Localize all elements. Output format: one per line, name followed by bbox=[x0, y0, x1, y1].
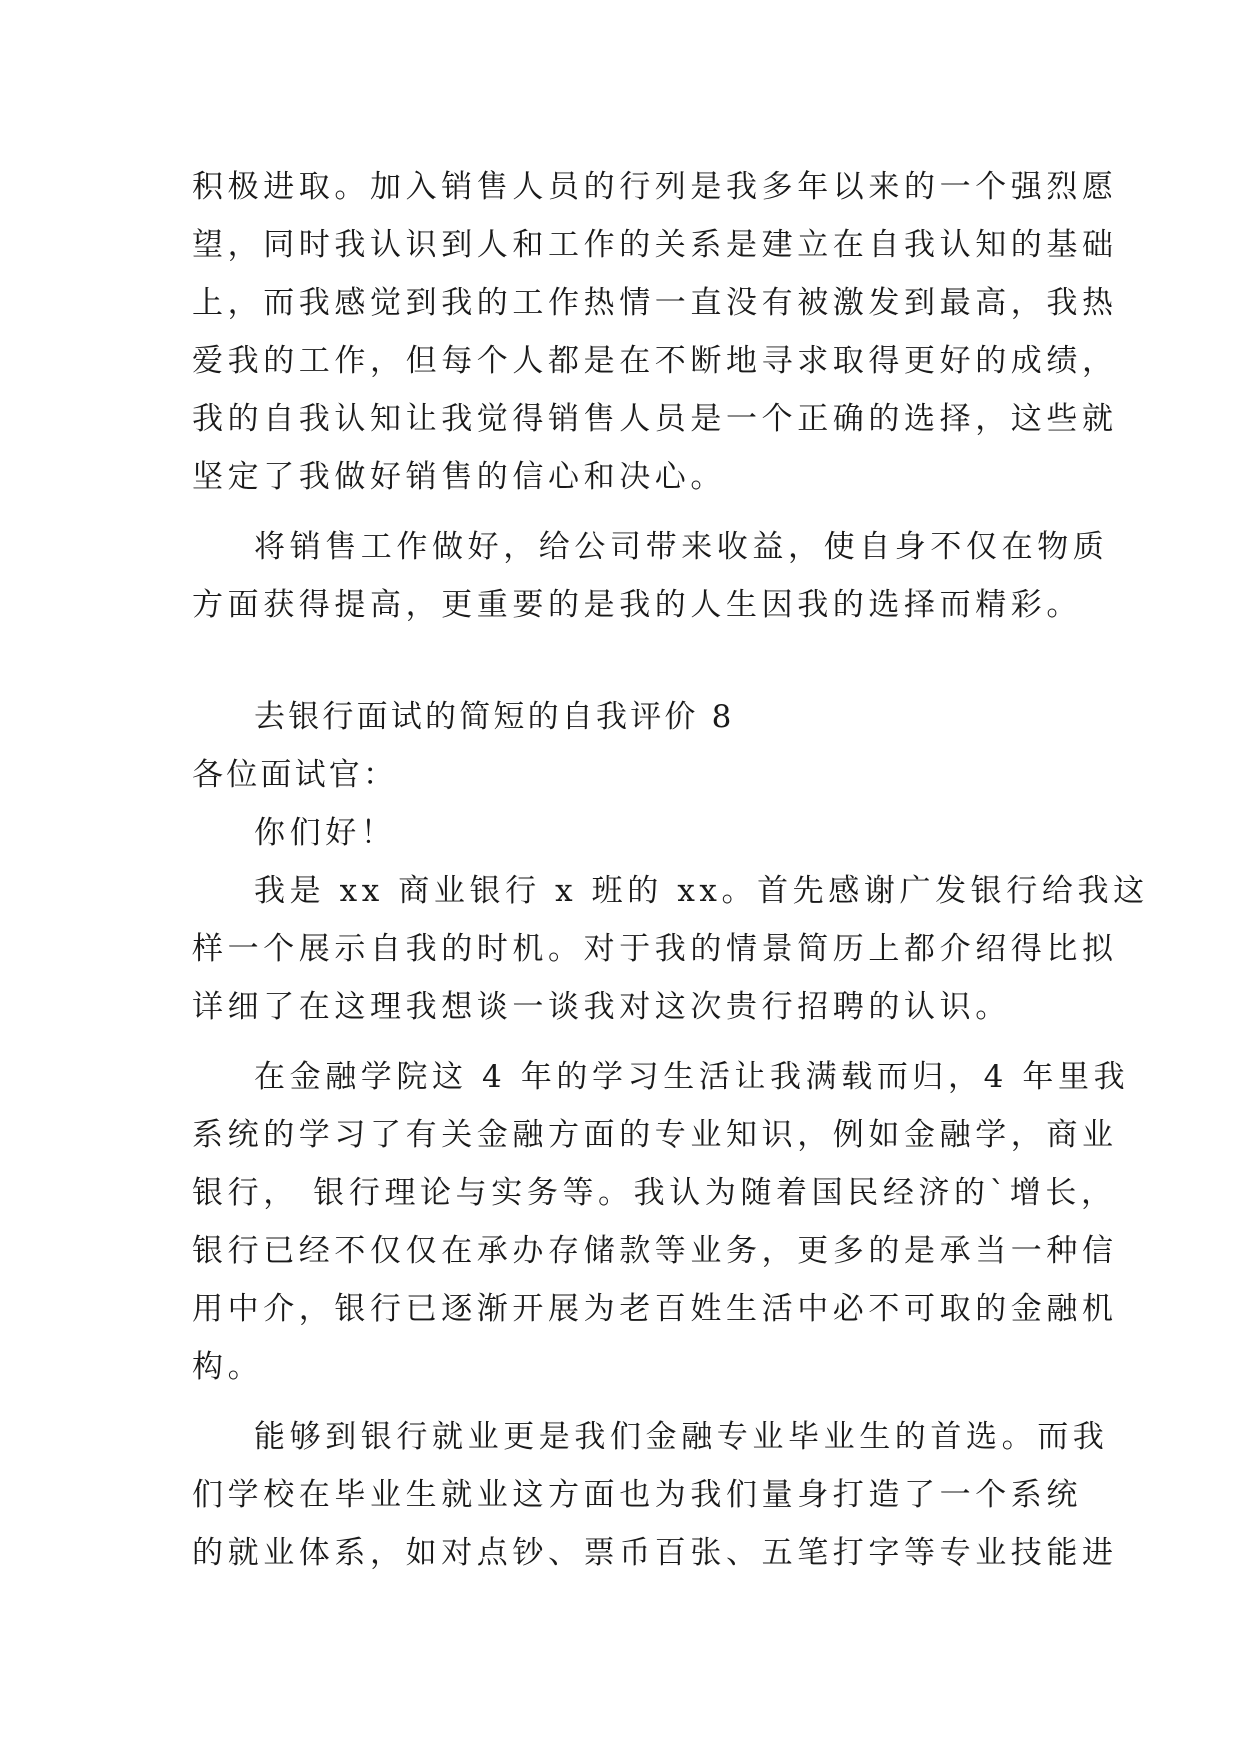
text-line: 望，同时我认识到人和工作的关系是建立在自我认知的基础 bbox=[192, 227, 1118, 263]
text-line: 方面获得提高，更重要的是我的人生因我的选择而精彩。 bbox=[192, 587, 1082, 623]
text-line: 我是 xx 商业银行 x 班的 xx。首先感谢广发银行给我这 bbox=[254, 873, 1149, 909]
section-heading: 去银行面试的简短的自我评价 8 bbox=[254, 699, 735, 735]
text-line: 们学校在毕业生就业这方面也为我们量身打造了一个系统 bbox=[192, 1477, 1082, 1513]
text-line: 银行已经不仅仅在承办存储款等业务，更多的是承当一种信 bbox=[192, 1233, 1118, 1269]
text-line: 用中介，银行已逐渐开展为老百姓生活中必不可取的金融机 bbox=[192, 1291, 1118, 1327]
text-line: 银行， 银行理论与实务等。我认为随着国民经济的`增长， bbox=[192, 1175, 1117, 1211]
document-page bbox=[192, 158, 1149, 1582]
paragraph-5 bbox=[192, 1408, 1118, 1582]
greeting: 你们好！ bbox=[254, 815, 397, 851]
text-line: 样一个展示自我的时机。对于我的情景简历上都介绍得比拟 bbox=[192, 931, 1118, 967]
text-line: 坚定了我做好销售的信心和决心。 bbox=[192, 459, 726, 495]
text-line: 构。 bbox=[192, 1349, 264, 1385]
text-line: 系统的学习了有关金融方面的专业知识，例如金融学，商业 bbox=[192, 1117, 1118, 1153]
text-line: 能够到银行就业更是我们金融专业毕业生的首选。而我 bbox=[254, 1419, 1109, 1455]
text-line: 的就业体系，如对点钞、票币百张、五笔打字等专业技能进 bbox=[192, 1535, 1118, 1571]
text-line: 上，而我感觉到我的工作热情一直没有被激发到最高，我热 bbox=[192, 285, 1118, 321]
text-line: 详细了在这理我想谈一谈我对这次贵行招聘的认识。 bbox=[192, 989, 1011, 1025]
paragraph-4 bbox=[192, 1048, 1130, 1396]
paragraph-3 bbox=[192, 862, 1149, 1036]
text-line: 积极进取。加入销售人员的行列是我多年以来的一个强烈愿 bbox=[192, 169, 1118, 205]
text-line: 我的自我认知让我觉得销售人员是一个正确的选择，这些就 bbox=[192, 401, 1118, 437]
salutation: 各位面试官： bbox=[192, 757, 398, 793]
paragraph-2 bbox=[192, 518, 1109, 634]
text-line: 爱我的工作，但每个人都是在不断地寻求取得更好的成绩， bbox=[192, 343, 1118, 379]
text-line: 在金融学院这 4 年的学习生活让我满载而归，4 年里我 bbox=[254, 1059, 1130, 1095]
paragraph-1 bbox=[192, 158, 1118, 506]
text-line: 将销售工作做好，给公司带来收益，使自身不仅在物质 bbox=[254, 529, 1109, 565]
